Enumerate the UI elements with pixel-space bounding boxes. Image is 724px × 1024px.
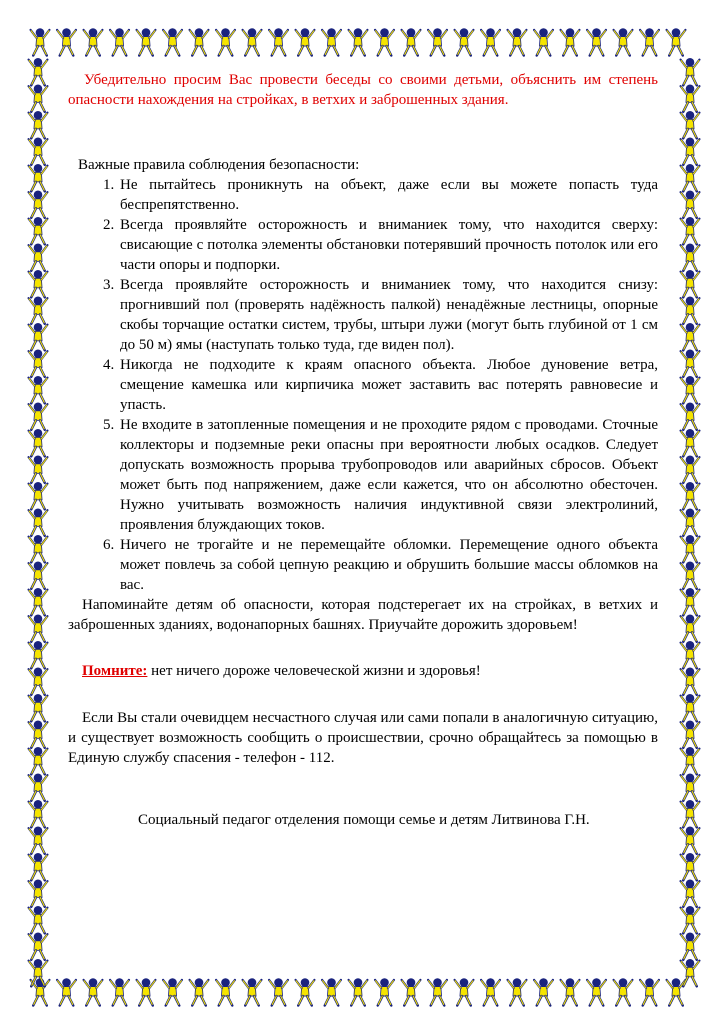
rule-item: 6. Ничего не трогайте и не перемещайте обломки. Перемещение одного объекта может повлечь за собой цепную реакцию и обрушить большие массы обломков на вас. — [118, 535, 658, 595]
child-figure-icon — [681, 853, 700, 880]
child-figure-icon — [110, 978, 129, 1005]
child-figure-icon — [29, 429, 48, 456]
child-figure-icon — [29, 350, 48, 377]
child-figure-icon — [110, 28, 129, 55]
child-figure-icon — [681, 244, 700, 271]
child-figure-icon — [29, 933, 48, 960]
child-figure-icon — [681, 403, 700, 430]
intro-paragraph: Убедительно просим Вас провести беседы со своими детьми, объяснить им степень опасности нахождения на стройках, в ветхих и заброшенных здания. — [68, 72, 658, 108]
child-figure-icon — [681, 85, 700, 112]
child-figure-icon — [640, 28, 659, 55]
child-figure-icon — [29, 535, 48, 562]
child-figure-icon — [29, 880, 48, 907]
child-figure-icon — [681, 509, 700, 536]
child-figure-icon — [29, 217, 48, 244]
child-figure-icon — [681, 482, 700, 509]
child-figure-icon — [216, 978, 235, 1005]
child-figure-icon — [681, 880, 700, 907]
child-figure-icon — [29, 191, 48, 218]
child-figure-icon — [681, 376, 700, 403]
child-figure-icon — [402, 28, 421, 55]
child-figure-icon — [681, 562, 700, 589]
child-figure-icon — [681, 429, 700, 456]
child-figure-icon — [29, 694, 48, 721]
child-figure-icon — [29, 588, 48, 615]
child-figure-icon — [681, 138, 700, 165]
rule-item: 3. Всегда проявляйте осторожность и вниманиек тому, что находится снизу: прогнивший пол (проверять надёжность палкой) ненадёжные лестницы, опорные скобы торчащие остатки систем, трубы, штыри лужи (могут быть глубиной от 1 см до 50 м) ямы (наступать только туда, где виден пол). — [118, 275, 658, 355]
child-figure-icon — [163, 28, 182, 55]
notice-content — [68, 70, 658, 830]
rule-item: 2. Всегда проявляйте осторожность и вниманиек тому, что находится сверху: свисающие с потолка элементы обстановки потерявший прочность потолок или его части опоры и подпорки. — [118, 215, 658, 275]
child-figure-icon — [681, 800, 700, 827]
child-figure-icon — [681, 641, 700, 668]
child-figure-icon — [681, 323, 700, 350]
child-figure-icon — [29, 721, 48, 748]
child-figure-icon — [29, 853, 48, 880]
child-figure-icon — [681, 774, 700, 801]
child-figure-icon — [296, 978, 315, 1005]
child-figure-icon — [681, 906, 700, 933]
child-figure-icon — [681, 535, 700, 562]
child-figure-icon — [561, 28, 580, 55]
child-figure-icon — [57, 28, 76, 55]
child-figure-icon — [667, 28, 686, 55]
child-figure-icon — [681, 615, 700, 642]
child-figure-icon — [57, 978, 76, 1005]
child-figure-icon — [681, 694, 700, 721]
child-figure-icon — [681, 747, 700, 774]
child-figure-icon — [681, 350, 700, 377]
child-figure-icon — [29, 800, 48, 827]
child-figure-icon — [243, 978, 262, 1005]
child-figure-icon — [190, 28, 209, 55]
child-figure-icon — [681, 58, 700, 85]
child-figure-icon — [455, 28, 474, 55]
child-figure-icon — [29, 906, 48, 933]
child-figure-icon — [508, 978, 527, 1005]
child-figure-icon — [681, 191, 700, 218]
child-figure-icon — [681, 217, 700, 244]
child-figure-icon — [190, 978, 209, 1005]
child-figure-icon — [534, 978, 553, 1005]
child-figure-icon — [681, 827, 700, 854]
child-figure-icon — [29, 403, 48, 430]
child-figure-icon — [481, 978, 500, 1005]
child-figure-icon — [681, 933, 700, 960]
child-figure-icon — [322, 28, 341, 55]
rules-heading: Важные правила соблюдения безопасности: — [78, 157, 360, 173]
child-figure-icon — [481, 28, 500, 55]
child-figure-icon — [29, 456, 48, 483]
child-figure-icon — [29, 244, 48, 271]
child-figure-icon — [137, 28, 156, 55]
child-figure-icon — [29, 58, 48, 85]
child-figure-icon — [587, 978, 606, 1005]
child-figure-icon — [84, 28, 103, 55]
child-figure-icon — [681, 668, 700, 695]
rule-item: 1. Не пытайтесь проникнуть на объект, даже если вы можете попасть туда беспрепятственно. — [118, 175, 658, 215]
remember-label: Помните: — [82, 663, 148, 679]
child-figure-icon — [29, 270, 48, 297]
child-figure-icon — [375, 28, 394, 55]
child-figure-icon — [84, 978, 103, 1005]
child-figure-icon — [402, 978, 421, 1005]
child-figure-icon — [31, 28, 50, 55]
child-figure-icon — [29, 323, 48, 350]
child-figure-icon — [29, 164, 48, 191]
child-figure-icon — [681, 721, 700, 748]
child-figure-icon — [561, 978, 580, 1005]
child-figure-icon — [428, 28, 447, 55]
child-figure-icon — [534, 28, 553, 55]
rules-list — [68, 175, 658, 595]
child-figure-icon — [29, 747, 48, 774]
child-figure-icon — [29, 641, 48, 668]
child-figure-icon — [29, 562, 48, 589]
child-figure-icon — [296, 28, 315, 55]
child-figure-icon — [681, 111, 700, 138]
child-figure-icon — [508, 28, 527, 55]
remember-text: нет ничего дороже человеческой жизни и здоровья! — [147, 663, 481, 679]
child-figure-icon — [29, 376, 48, 403]
child-figure-icon — [375, 978, 394, 1005]
signature: Социальный педагог отделения помощи семье и детям Литвинова Г.Н. — [138, 812, 590, 828]
child-figure-icon — [667, 978, 686, 1005]
child-figure-icon — [216, 28, 235, 55]
child-figure-icon — [243, 28, 262, 55]
child-figure-icon — [455, 978, 474, 1005]
child-figure-icon — [349, 28, 368, 55]
child-figure-icon — [29, 827, 48, 854]
child-figure-icon — [428, 978, 447, 1005]
child-figure-icon — [29, 774, 48, 801]
child-figure-icon — [681, 270, 700, 297]
child-figure-icon — [681, 456, 700, 483]
child-figure-icon — [322, 978, 341, 1005]
child-figure-icon — [29, 615, 48, 642]
reminder-paragraph: Напоминайте детям об опасности, которая подстерегает их на стройках, в ветхих и заброшенных зданиях, водонапорных башнях. Приучайте дорожить здоровьем! — [68, 597, 658, 633]
child-figure-icon — [29, 111, 48, 138]
child-figure-icon — [269, 28, 288, 55]
child-figure-icon — [640, 978, 659, 1005]
child-figure-icon — [614, 978, 633, 1005]
child-figure-icon — [614, 28, 633, 55]
child-figure-icon — [29, 482, 48, 509]
child-figure-icon — [349, 978, 368, 1005]
child-figure-icon — [29, 138, 48, 165]
child-figure-icon — [29, 85, 48, 112]
remember-line — [82, 661, 658, 681]
child-figure-icon — [587, 28, 606, 55]
child-figure-icon — [681, 297, 700, 324]
child-figure-icon — [29, 297, 48, 324]
child-figure-icon — [137, 978, 156, 1005]
child-figure-icon — [29, 668, 48, 695]
child-figure-icon — [163, 978, 182, 1005]
child-figure-icon — [681, 588, 700, 615]
child-figure-icon — [269, 978, 288, 1005]
emergency-paragraph: Если Вы стали очевидцем несчастного случая или сами попали в аналогичную ситуацию, и существует возможность сообщить о происшествии, срочно обращайтесь за помощью в Единую службу спасения - телефон - 112. — [68, 710, 658, 766]
child-figure-icon — [681, 164, 700, 191]
rule-item: 4. Никогда не подходите к краям опасного объекта. Любое дуновение ветра, смещение камешка или кирпичика может заставить вас потерять равновесие и упасть. — [118, 355, 658, 415]
rule-item: 5. Не входите в затопленные помещения и не проходите рядом с проводами. Сточные коллекторы и подземные реки опасны при вероятности любых осадков. Следует допускать возможность прорыва трубопроводов или аварийных сбросов. Объект может быть под напряжением, даже если кажется, что он абсолютно обесточен. Нужно учитывать возможность наличия индуктивной связи электролиний, проявления блуждающих токов. — [118, 415, 658, 535]
child-figure-icon — [29, 509, 48, 536]
